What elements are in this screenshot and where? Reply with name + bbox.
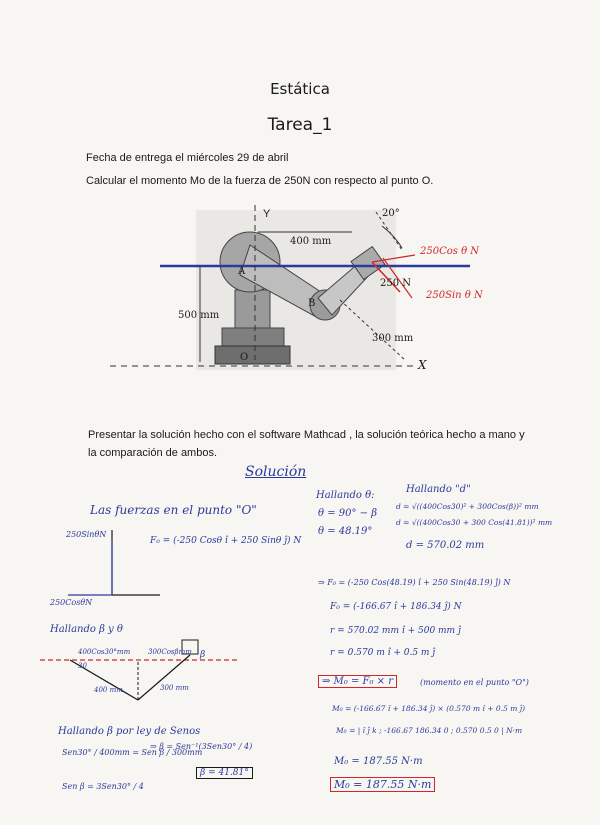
hallando-beta: Hallando β y θ xyxy=(50,624,123,635)
fig-dim-400: 400 mm xyxy=(290,236,332,247)
tri-dim-300: 300 mm xyxy=(160,684,189,692)
theta-eq-2: θ = 48.19° xyxy=(318,526,373,537)
due-date: Fecha de entrega el miércoles 29 de abril xyxy=(86,152,289,164)
fig-force: 250 N xyxy=(380,278,412,289)
tri-angle-30: 30 xyxy=(78,662,87,670)
solution-heading: Solución xyxy=(245,464,307,480)
assignment-title: Tarea_1 xyxy=(267,115,333,135)
hallando-theta: Hallando θ: xyxy=(316,490,375,501)
sin-eq-1: Sen30° / 400mm = Sen β / 300mm xyxy=(62,748,203,757)
course-title: Estática xyxy=(270,80,330,98)
moment-definition-box: ⇒ M₀ = F₀ × r xyxy=(318,675,397,688)
fig-dim-300: 300 mm xyxy=(372,333,414,344)
moment-eq-3: M₀ = 187.55 N·m xyxy=(334,756,423,767)
theta-eq-1: θ = 90° − β xyxy=(318,508,377,519)
beta-value-box: β = 41.81° xyxy=(196,767,253,779)
force-eq-1: ⇒ F₀ = (-250 Cos(48.19) î + 250 Sin(48.19) ĵ) N xyxy=(318,578,511,587)
present-line-1: Presentar la solución hecho con el software Mathcad , la solución teórica hecho a mano y xyxy=(88,429,525,441)
sin-eq-3: Sen β = 3Sen30° / 4 xyxy=(62,782,144,791)
fig-axis-y: Y xyxy=(263,208,271,220)
d-eq-3: d = 570.02 mm xyxy=(406,540,485,551)
d-eq-2: d = √((400Cos30 + 300 Cos(41.81))² mm xyxy=(396,518,553,527)
fig-label-O: O xyxy=(240,352,249,363)
fig-angle-20: 20° xyxy=(382,208,400,219)
beta-value xyxy=(196,768,253,778)
d-eq-1: d = √((400Cos30)² + 300Cos(β))² mm xyxy=(396,502,539,511)
r-eq-1: r = 570.02 mm î + 500 mm ĵ xyxy=(330,626,461,636)
fig-dim-500: 500 mm xyxy=(178,310,220,321)
force-eq-2: F₀ = (-166.67 î + 186.34 ĵ) N xyxy=(330,602,462,612)
tri-angle-beta: β xyxy=(200,650,206,660)
r-eq-2: r = 0.570 m î + 0.5 m ĵ xyxy=(330,648,436,658)
fig-note-sin: 250Sin θ N xyxy=(426,290,483,301)
forces-title: Las fuerzas en el punto "O" xyxy=(90,503,257,517)
moment-note: (momento en el punto "O") xyxy=(420,678,529,687)
fig-label-B: B xyxy=(308,298,316,309)
sin-eq-2: ⇒ β = Sen⁻¹(3Sen30° / 4) xyxy=(150,742,253,751)
tri-dim-300cos: 300Cosβmm xyxy=(148,648,192,656)
task-statement: Calcular el momento Mo de la fuerza de 250N con respecto al punto O. xyxy=(86,175,434,187)
ley-senos-title: Hallando β por ley de Senos xyxy=(58,726,201,737)
present-line-2: la comparación de ambos. xyxy=(88,447,218,459)
moment-eq-2: M₀ = | î ĵ k ; -166.67 186.34 0 ; 0.570 0.5 0 | N·m xyxy=(336,726,523,735)
moment-final-box: M₀ = 187.55 N·m xyxy=(330,777,435,792)
sketch-label-cos: 250CosθN xyxy=(50,598,93,607)
fig-axis-x: X xyxy=(418,358,427,372)
moment-eq-1: M₀ = (-166.67 î + 186.34 ĵ) × (0.570 m î + 0.5 m ĵ) xyxy=(332,704,525,713)
force-vector: F₀ = (-250 Cosθ î + 250 Sinθ ĵ) N xyxy=(150,536,302,546)
sketch-label-sin: 250SinθN xyxy=(66,530,107,539)
tri-dim-400: 400 mm xyxy=(94,686,123,694)
triangle-side-300 xyxy=(138,655,190,700)
tri-dim-400cos: 400Cos30°mm xyxy=(78,648,131,656)
fig-label-A: A xyxy=(238,266,246,277)
hallando-d: Hallando "d" xyxy=(406,484,471,495)
fig-note-cos: 250Cos θ N xyxy=(420,246,480,257)
